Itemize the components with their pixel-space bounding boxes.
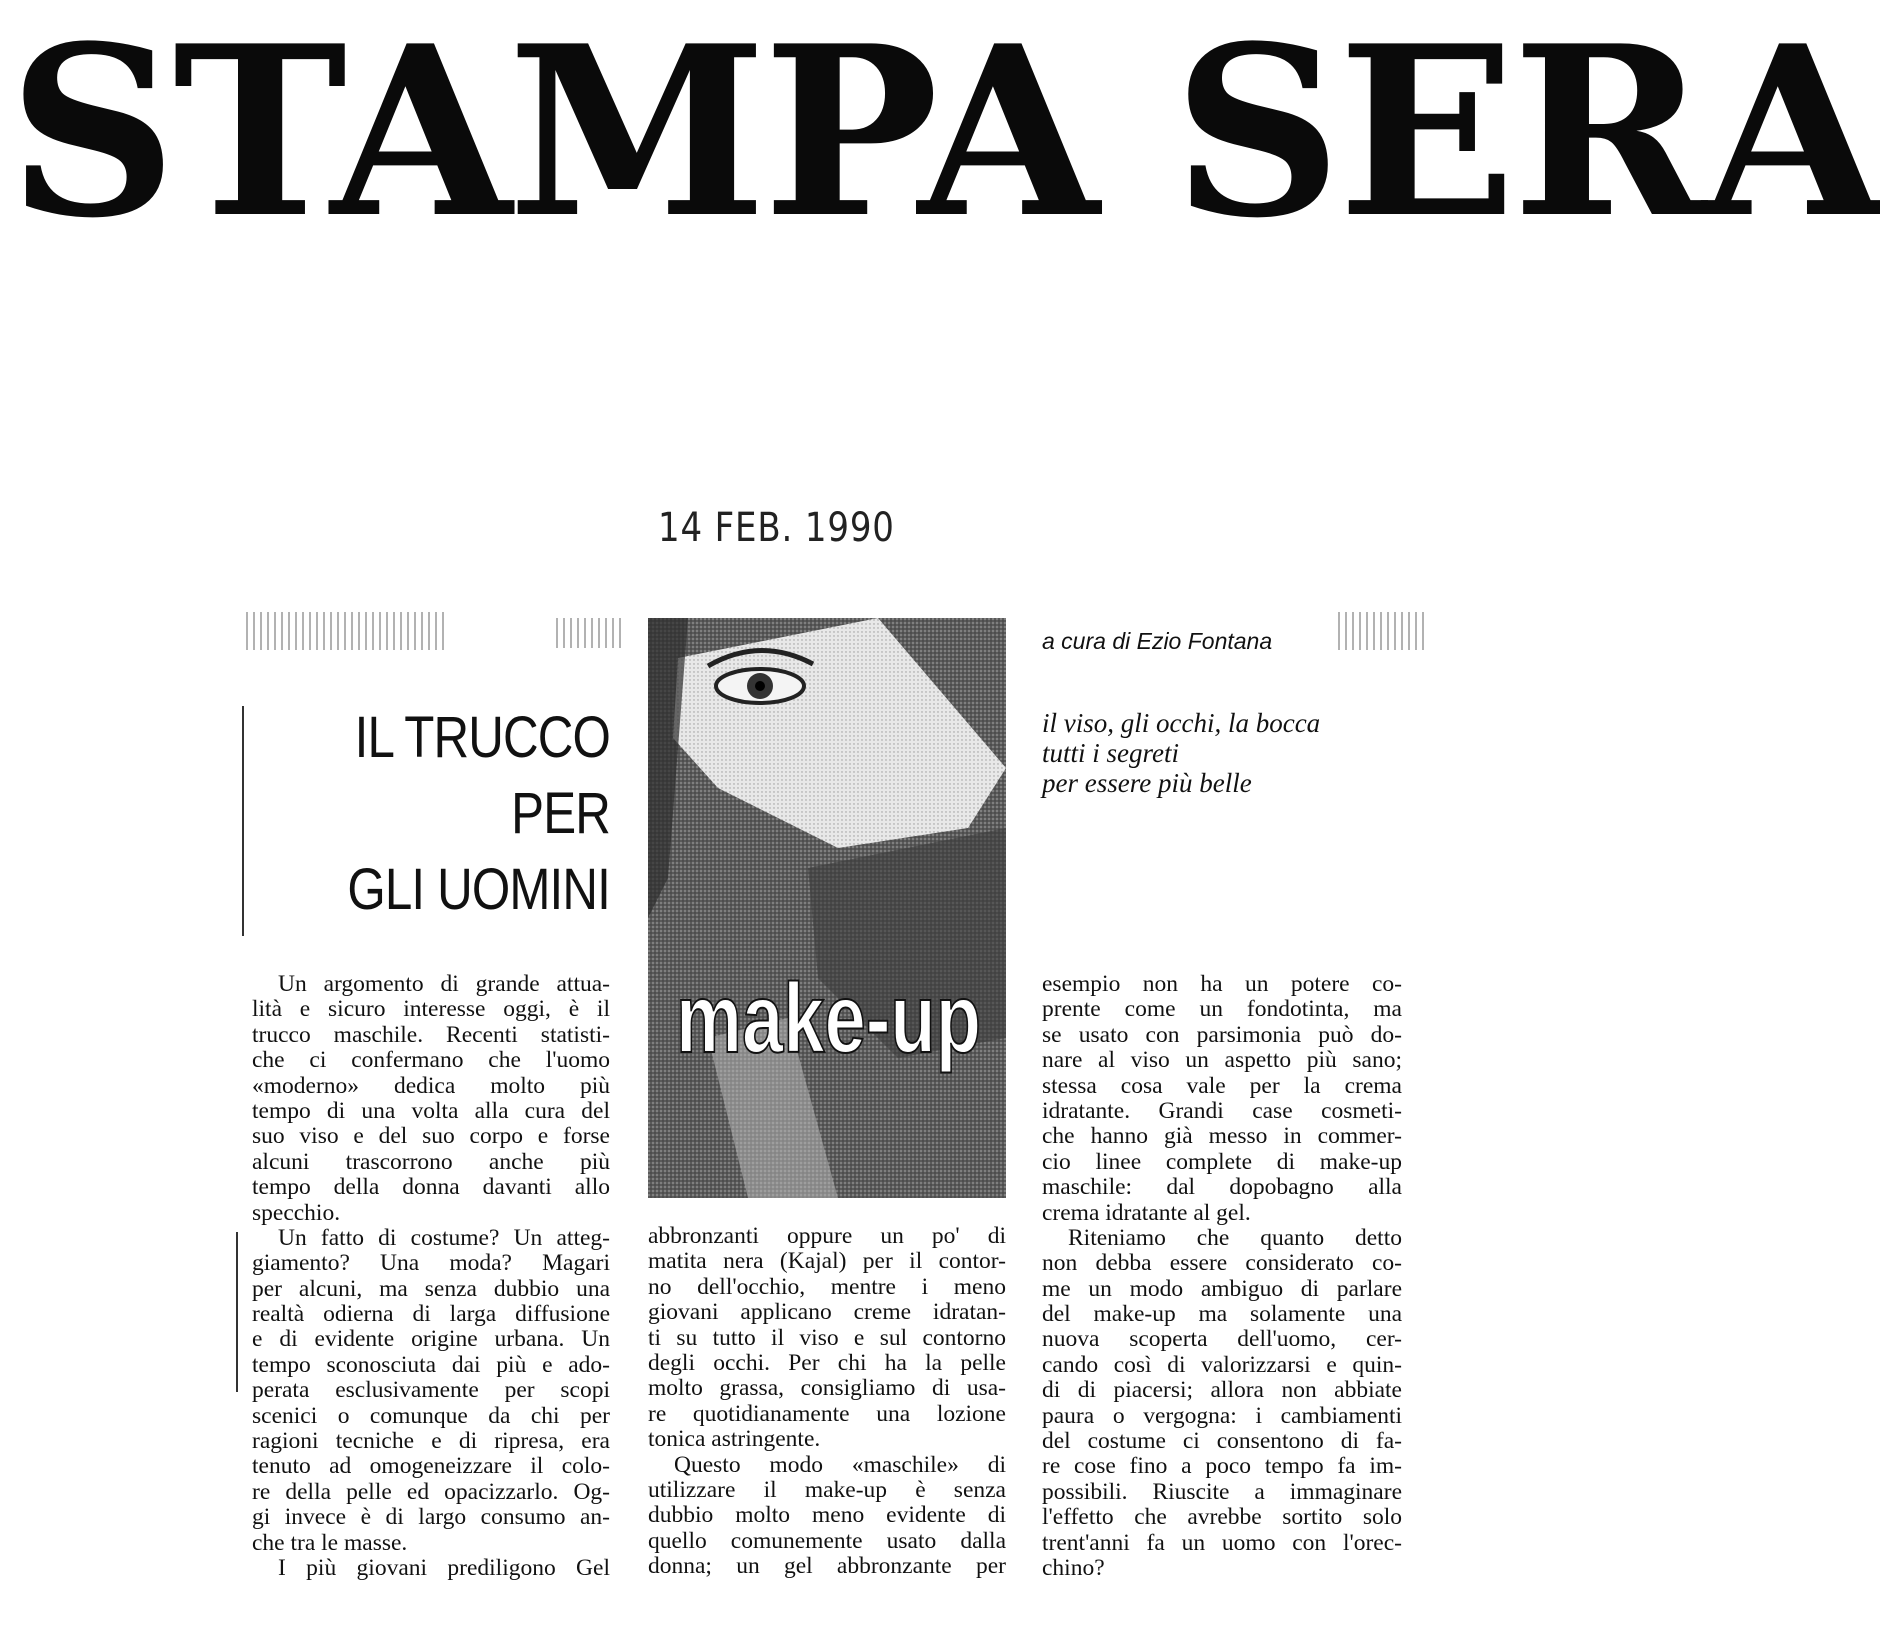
column-rule-left <box>242 706 244 936</box>
byline: a cura di Ezio Fontana <box>1042 628 1273 654</box>
article-line: gi invece è di largo consumo an- <box>252 1504 610 1531</box>
headline-line-3: GLI UOMINI <box>347 857 610 922</box>
article-line: specchio. <box>252 1199 341 1226</box>
article-line: tonica astringente. <box>648 1426 821 1453</box>
headline <box>304 700 610 928</box>
scan-noise-right <box>1338 612 1428 650</box>
makeup-photo-art <box>648 618 1006 1198</box>
article-line: cando così di valorizzarsi e quin- <box>1042 1351 1402 1378</box>
article-line: nuova scoperta dell'uomo, cer- <box>1042 1326 1402 1353</box>
article-line: prente come un fondotinta, ma <box>1042 996 1402 1023</box>
article-line: del make-up ma solamente una <box>1042 1301 1402 1328</box>
article-line: nare al viso un aspetto più sano; <box>1042 1047 1402 1074</box>
article-line: Un argomento di grande attua- <box>278 971 610 997</box>
article-line: Questo modo «maschile» di <box>674 1451 1006 1478</box>
article-line: realtà odierna di larga diffusione <box>252 1301 610 1328</box>
article-line: possibili. Riuscite a immaginare <box>1042 1478 1402 1505</box>
subhead-line-2: tutti i segreti <box>1042 738 1179 768</box>
article-line: Riteniamo che quanto detto <box>1068 1224 1402 1251</box>
article-line: matita nera (Kajal) per il contor- <box>648 1248 1006 1275</box>
subhead-line-1: il viso, gli occhi, la bocca <box>1042 708 1321 738</box>
headline-line-2: PER <box>511 781 610 846</box>
article-line: tempo della donna davanti allo <box>252 1174 610 1201</box>
makeup-photo <box>648 618 1006 1198</box>
date-stamp: 14 FEB. 1990 <box>658 505 895 551</box>
article-line: di di piacersi; allora non abbiate <box>1042 1377 1402 1404</box>
article-line: suo viso e del suo corpo e forse <box>252 1123 610 1150</box>
article-line: per alcuni, ma senza dubbio una <box>252 1275 610 1302</box>
makeup-photo-caption: make-up <box>676 963 981 1073</box>
article-line: re della pelle ed opacizzarlo. Og- <box>252 1478 610 1505</box>
article-line: abbronzanti oppure un po' di <box>648 1223 1006 1249</box>
article-line: tenuto ad omogeneizzare il colo- <box>252 1453 610 1480</box>
article-line: re cose fino a poco tempo fa im- <box>1042 1453 1402 1480</box>
article-line: esempio non ha un potere co- <box>1042 971 1402 997</box>
article-line: non debba essere considerato co- <box>1042 1250 1402 1277</box>
headline-line-1: IL TRUCCO <box>354 705 610 770</box>
article-line: utilizzare il make-up è senza <box>648 1476 1006 1503</box>
article-line: chino? <box>1042 1554 1105 1581</box>
article-line: perata esclusivamente per scopi <box>252 1377 610 1404</box>
article-column-3 <box>1042 972 1402 1581</box>
article-line: giamento? Una moda? Magari <box>252 1250 610 1277</box>
article-line: Un fatto di costume? Un atteg- <box>278 1224 610 1251</box>
article-line: l'effetto che avrebbe sortito solo <box>1042 1504 1402 1531</box>
article-line: degli occhi. Per chi ha la pelle <box>648 1349 1006 1376</box>
article-line: cio linee complete di make-up <box>1042 1148 1402 1175</box>
article-line: e di evidente origine urbana. Un <box>252 1326 610 1353</box>
article-column-1 <box>252 972 610 1581</box>
masthead: STAMPA SERA <box>8 0 1880 270</box>
article-line: molto grassa, consigliamo di usa- <box>648 1375 1006 1402</box>
article-line: del costume ci consentono di fa- <box>1042 1428 1402 1455</box>
article-line: scenici o comunque da chi per <box>252 1402 610 1429</box>
article-line: stessa cosa vale per la crema <box>1042 1072 1402 1099</box>
article-line: giovani applicano creme idratan- <box>648 1299 1006 1326</box>
article-line: che tra le masse. <box>252 1529 408 1556</box>
article-line: trent'anni fa un uomo con l'orec- <box>1042 1529 1402 1556</box>
article-line: idratante. Grandi case cosmeti- <box>1042 1097 1402 1124</box>
article-line: trucco maschile. Recenti statisti- <box>252 1021 610 1048</box>
article-line: me un modo ambiguo di parlare <box>1042 1275 1402 1302</box>
scan-noise-mid <box>556 618 626 648</box>
article-line: paura o vergogna: i cambiamenti <box>1042 1402 1402 1429</box>
article-line: crema idratante al gel. <box>1042 1199 1251 1226</box>
article-line: che hanno già messo in commer- <box>1042 1123 1402 1150</box>
scan-noise-left <box>246 612 446 650</box>
article-line: maschile: dal dopobagno alla <box>1042 1174 1402 1201</box>
article-line: I più giovani prediligono Gel <box>278 1554 610 1581</box>
article-line: quello comunemente usato dalla <box>648 1527 1006 1554</box>
article-line: tempo sconosciuta dai più e ado- <box>252 1351 610 1378</box>
article-line: se usato con parsimonia può do- <box>1042 1021 1402 1048</box>
article-line: ti su tutto il viso e sul contorno <box>648 1324 1006 1351</box>
article-line: dubbio molto meno evidente di <box>648 1502 1006 1529</box>
column-rule-lower-left <box>236 1232 238 1392</box>
article-line: «moderno» dedica molto più <box>252 1072 610 1099</box>
article-column-2 <box>648 1224 1006 1579</box>
article-line: che ci confermano che l'uomo <box>252 1047 610 1074</box>
article-line: re quotidianamente una lozione <box>648 1400 1006 1427</box>
article-line: donna; un gel abbronzante per <box>648 1553 1006 1580</box>
article-line: lità e sicuro interesse oggi, è il <box>252 996 610 1023</box>
article-line: no dell'occhio, mentre i meno <box>648 1273 1006 1300</box>
subhead-line-3: per essere più belle <box>1042 768 1252 798</box>
article-line: alcuni trascorrono anche più <box>252 1148 610 1175</box>
article-line: tempo di una volta alla cura del <box>252 1097 610 1124</box>
subhead <box>1042 708 1402 798</box>
article-line: ragioni tecniche e di ripresa, era <box>252 1428 610 1455</box>
